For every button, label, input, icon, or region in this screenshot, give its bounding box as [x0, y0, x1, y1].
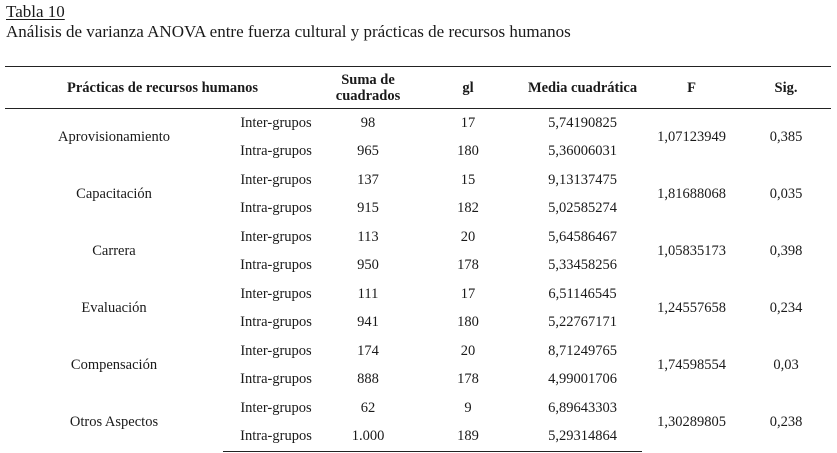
group-label: Inter-grupos — [240, 399, 312, 416]
df-cell: 189 — [413, 423, 523, 452]
group-label: Intra-grupos — [223, 423, 323, 452]
practice-name: Otros Aspectos — [69, 414, 159, 431]
mean-square-cell: 8,71249765 — [548, 342, 617, 359]
sum-of-squares-cell: 915 — [357, 200, 379, 217]
mean-square-cell: 5,74190825 — [548, 114, 617, 131]
anova-table — [5, 66, 831, 452]
group-label: Inter-grupos — [240, 228, 312, 245]
sum-of-squares-cell: 1.000 — [323, 423, 413, 452]
practice-name: Carrera — [92, 243, 136, 259]
f-value-cell: 1,74598554 — [657, 357, 726, 373]
mean-square-cell: 6,89643303 — [548, 399, 617, 416]
table-number-label: Tabla 10 — [6, 2, 65, 21]
mean-square-cell: 5,29314864 — [523, 423, 642, 452]
sig-value-cell: 0,385 — [769, 129, 803, 145]
sum-of-squares-cell: 888 — [357, 371, 379, 388]
df-cell: 182 — [457, 200, 479, 217]
table-row — [5, 280, 831, 309]
f-value-cell: 1,30289805 — [657, 414, 726, 431]
mean-square-cell: 9,13137475 — [548, 171, 617, 188]
table-header — [5, 67, 831, 109]
mean-square-cell: 5,64586467 — [548, 228, 617, 245]
group-label: Inter-grupos — [240, 171, 312, 188]
header-mean-square: Media cuadrática — [523, 67, 642, 109]
header-practice: Prácticas de recursos humanos — [5, 67, 323, 109]
header-sum-of-squares — [323, 67, 413, 109]
sum-of-squares-cell: 174 — [357, 342, 379, 359]
group-label: Inter-grupos — [240, 342, 312, 359]
df-cell: 20 — [460, 342, 476, 359]
table-row — [5, 166, 831, 195]
table-row — [5, 109, 831, 138]
sum-of-squares-cell: 965 — [357, 143, 379, 160]
group-label: Inter-grupos — [240, 114, 312, 131]
mean-square-cell: 5,22767171 — [548, 314, 617, 331]
df-cell: 15 — [460, 171, 476, 188]
practice-name: Aprovisionamiento — [58, 129, 170, 145]
sum-of-squares-cell: 62 — [360, 399, 376, 416]
sig-value-cell: 0,398 — [769, 243, 803, 259]
df-cell: 180 — [457, 143, 479, 160]
mean-square-cell: 4,99001706 — [548, 371, 617, 388]
table-body — [5, 109, 831, 452]
header-sum-line2: cuadrados — [335, 87, 401, 104]
table-row — [5, 337, 831, 366]
practice-name: Capacitación — [76, 186, 152, 202]
header-f: F — [642, 67, 741, 109]
sig-value-cell: 0,03 — [773, 357, 799, 373]
practice-name: Compensación — [70, 357, 158, 373]
f-value-cell: 1,05835173 — [657, 243, 726, 259]
sum-of-squares-cell: 111 — [357, 285, 379, 302]
group-label: Intra-grupos — [240, 143, 312, 160]
group-label: Inter-grupos — [240, 285, 312, 302]
group-label: Intra-grupos — [240, 314, 312, 331]
sum-of-squares-cell: 950 — [357, 257, 379, 274]
sum-of-squares-cell: 113 — [357, 228, 379, 245]
f-value-cell: 1,07123949 — [657, 129, 726, 145]
df-cell: 20 — [460, 228, 476, 245]
mean-square-cell: 5,36006031 — [548, 143, 617, 160]
table-title: Análisis de varianza ANOVA entre fuerza cultural y prácticas de recursos humanos — [6, 22, 571, 41]
practice-name: Evaluación — [81, 300, 147, 316]
group-label: Intra-grupos — [240, 257, 312, 274]
table-row — [5, 394, 831, 423]
sig-value-cell: 0,035 — [769, 186, 803, 202]
df-cell: 17 — [460, 114, 476, 131]
table-row — [5, 223, 831, 252]
f-value-cell: 1,24557658 — [657, 300, 726, 316]
sum-of-squares-cell: 137 — [357, 171, 379, 188]
df-cell: 180 — [457, 314, 479, 331]
sum-of-squares-cell: 941 — [357, 314, 379, 331]
header-df: gl — [413, 67, 523, 109]
f-value-cell: 1,81688068 — [657, 186, 726, 202]
df-cell: 17 — [460, 285, 476, 302]
sum-of-squares-cell: 98 — [360, 114, 376, 131]
group-label: Intra-grupos — [240, 371, 312, 388]
df-cell: 9 — [464, 399, 472, 416]
mean-square-cell: 5,02585274 — [548, 200, 617, 217]
group-label: Intra-grupos — [240, 200, 312, 217]
header-sum-line1: Suma de — [341, 71, 395, 88]
mean-square-cell: 6,51146545 — [548, 285, 617, 302]
df-cell: 178 — [457, 371, 479, 388]
mean-square-cell: 5,33458256 — [548, 257, 617, 274]
header-sig: Sig. — [741, 67, 831, 109]
sig-value-cell: 0,234 — [769, 300, 803, 316]
sig-value-cell: 0,238 — [769, 414, 803, 431]
df-cell: 178 — [457, 257, 479, 274]
